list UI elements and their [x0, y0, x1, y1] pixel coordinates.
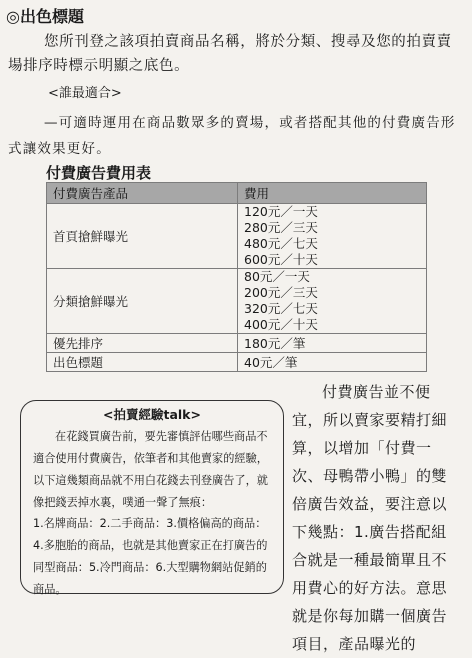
table-title: 付費廣告費用表 [46, 164, 152, 182]
table-row [47, 334, 427, 353]
suitability-paragraph: —可適時運用在商品數眾多的賣場，或者搭配其他的付費廣告形式讓效果更好。 [8, 115, 456, 157]
table-row [47, 353, 427, 372]
section-heading: ◎出色標題 [6, 7, 84, 26]
product-cell: 優先排序 [47, 334, 238, 353]
price-line: 320元／七天 [244, 301, 318, 316]
product-cell: 分類搶鮮曝光 [47, 269, 238, 334]
price-line: 200元／三天 [244, 285, 318, 300]
table-header-row [47, 183, 427, 204]
product-cell: 首頁搶鮮曝光 [47, 204, 238, 269]
talk-title: <拍賣經驗talk> [103, 407, 201, 422]
header-product: 付費廣告產品 [47, 183, 238, 204]
description-paragraph: 您所刊登之該項拍賣商品名稱，將於分類、搜尋及您的拍賣賣場排序時標示明顯之底色。 [8, 34, 452, 74]
talk-body: 在花錢買廣告前，要先審慎評估哪些商品不適合使用付費廣告，依筆者和其他賣家的經驗，以下這幾類商品就不用白花錢去刊登廣告了，就像把錢丟掉水裏，噗通一聲了無痕： [33, 430, 268, 509]
price-line: 480元／七天 [244, 236, 318, 251]
table-row [47, 204, 427, 269]
price-cell [238, 269, 427, 334]
experience-talk-box [20, 400, 284, 594]
price-cell: 40元／筆 [238, 353, 427, 372]
who-fits-label: <誰最適合> [48, 86, 122, 101]
price-line: 600元／十天 [244, 252, 318, 267]
price-cell [238, 204, 427, 269]
header-fee: 費用 [238, 183, 427, 204]
price-line: 400元／十天 [244, 317, 318, 332]
price-line: 80元／一天 [244, 269, 310, 284]
table-row [47, 269, 427, 334]
product-cell: 出色標題 [47, 353, 238, 372]
price-cell: 180元／筆 [238, 334, 427, 353]
side-paragraph: 付費廣告並不便宜，所以賣家要精打細算，以增加「付費一次、母鴨帶小鴨」的雙倍廣告效益，要注意以下幾點：1.廣告搭配組合就是一種最簡單且不用費心的好方法。意思就是你每加購一個廣告項目，產品曝光的 [292, 383, 448, 653]
price-line: 120元／一天 [244, 204, 318, 219]
price-line: 280元／三天 [244, 220, 318, 235]
fee-table [46, 182, 427, 372]
talk-items: 1.名牌商品：2.二手商品：3.價格偏高的商品：4.多胞胎的商品，也就是其他賣家正在打廣告的同型商品：5.冷門商品：6.大型購物網站促銷的商品。 [33, 517, 268, 596]
